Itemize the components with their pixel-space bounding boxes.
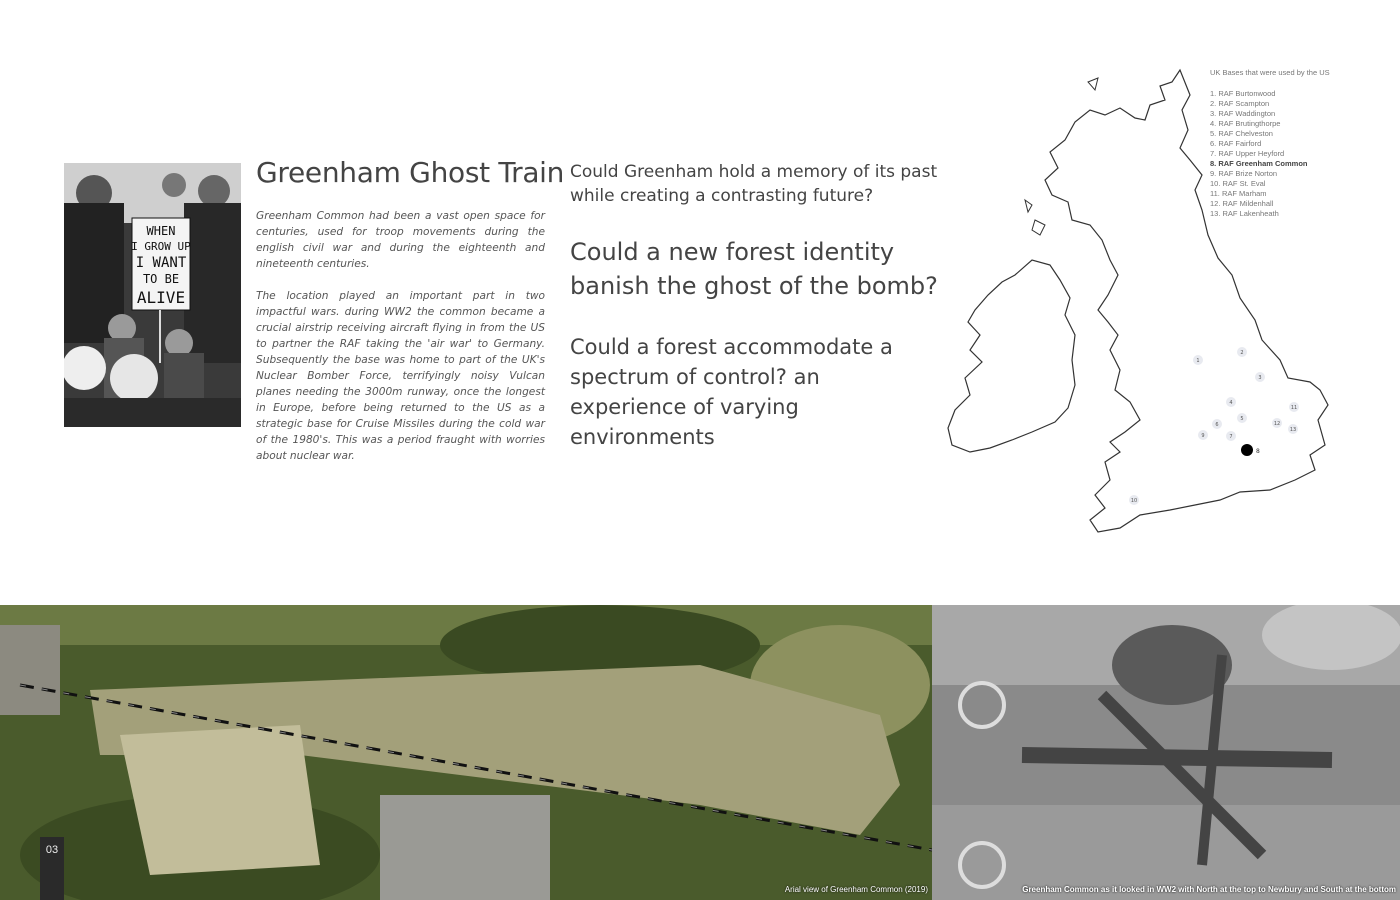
base-marker [1237,347,1247,357]
base-marker [1226,397,1236,407]
base-marker-label: 12 [1273,421,1281,427]
legend-item: 5. RAF Chelveston [1210,129,1273,138]
protest-photo [64,163,241,427]
legend-item: 13. RAF Lakenheath [1210,209,1279,218]
base-marker-label: 3 [1258,375,1262,381]
page-title: Greenham Ghost Train [256,156,565,189]
base-marker [1241,444,1260,456]
base-marker [1226,431,1236,441]
legend-item: 3. RAF Waddington [1210,109,1276,118]
legend-item: 2. RAF Scampton [1210,99,1270,108]
base-marker [1129,495,1139,505]
legend-item: 7. RAF Upper Heyford [1210,149,1285,158]
page-number: 03 [40,837,64,900]
base-marker-label: 9 [1201,433,1205,439]
sign-line-1: WHEN [146,224,176,238]
caption-aerial: Arial view of Greenham Common (2019) [784,885,928,894]
base-marker [1212,419,1222,429]
base-marker [1237,413,1247,423]
base-marker-label: 7 [1229,434,1233,440]
question-2: Could a new forest identity banish the ghost of the bomb? [570,238,938,300]
base-marker [1272,418,1282,428]
base-marker-label: 10 [1130,498,1138,504]
ireland-outline [948,260,1075,452]
caption-ww2: Greenham Common as it looked in WW2 with North at the top to Newbury and South at the bottom [1022,885,1396,894]
sign-line-3: I WANT [135,255,187,271]
base-marker [1255,372,1265,382]
legend-list [1210,89,1330,219]
intro-text [256,208,545,464]
ww2-aerial-photo [932,605,1400,900]
legend-item: 12. RAF Mildenhall [1210,199,1274,208]
sign-line-2: I GROW UP [131,240,191,253]
legend-title: UK Bases that were used by the US [1210,68,1330,77]
base-marker-label: 11 [1290,405,1298,411]
map-legend [1210,68,1330,219]
sign-line-4: TO BE [142,272,180,286]
legend-item: 9. RAF Brize Norton [1210,169,1278,178]
base-marker-label: 2 [1240,350,1244,356]
legend-item: 10. RAF St. Eval [1210,179,1266,188]
question-3: Could a forest accommodate a spectrum of control? an experience of varying environments [570,335,893,449]
base-marker-label: 13 [1289,427,1297,433]
base-marker-label: 4 [1229,400,1233,406]
base-marker [1193,355,1203,365]
intro-paragraph-1: Greenham Common had been a vast open space for centuries, used for troop movements during the english civil war and during the eighteenth and nineteenth centuries. [256,210,545,270]
base-marker [1288,424,1298,434]
legend-item: 6. RAF Fairford [1210,139,1262,148]
base-marker-label: 6 [1215,422,1219,428]
base-marker-label: 1 [1196,358,1200,364]
base-marker [1198,430,1208,440]
legend-item: 1. RAF Burtonwood [1210,89,1276,98]
question-1: Could Greenham hold a memory of its past while creating a contrasting future? [570,162,938,206]
intro-paragraph-2: The location played an important part in two impactful wars. during WW2 the common became a crucial airstrip receiving aircraft flying in from the US to partner the RAF taking the 'air war' to Germany. Subsequently the base was home to part of the UK's Nuclear Bomber Force, terrifyingly noisy Vulcan planes needing the 3000m runway, once the longest in Europe, before being returned to the US as a strategic base for Cruise Missiles during the cold war of the 1980's. This was a period fraught with worries about nuclear war. [256,290,545,462]
aerial-photo-2019 [0,605,932,900]
legend-item: 4. RAF Brutingthorpe [1210,119,1281,128]
legend-item: 11. RAF Marham [1210,189,1267,198]
base-marker [1289,402,1299,412]
legend-item: 8. RAF Greenham Common [1210,159,1308,168]
sign-line-5: ALIVE [136,288,186,307]
base-marker-label: 5 [1240,416,1244,422]
base-marker-label: 8 [1256,448,1260,455]
